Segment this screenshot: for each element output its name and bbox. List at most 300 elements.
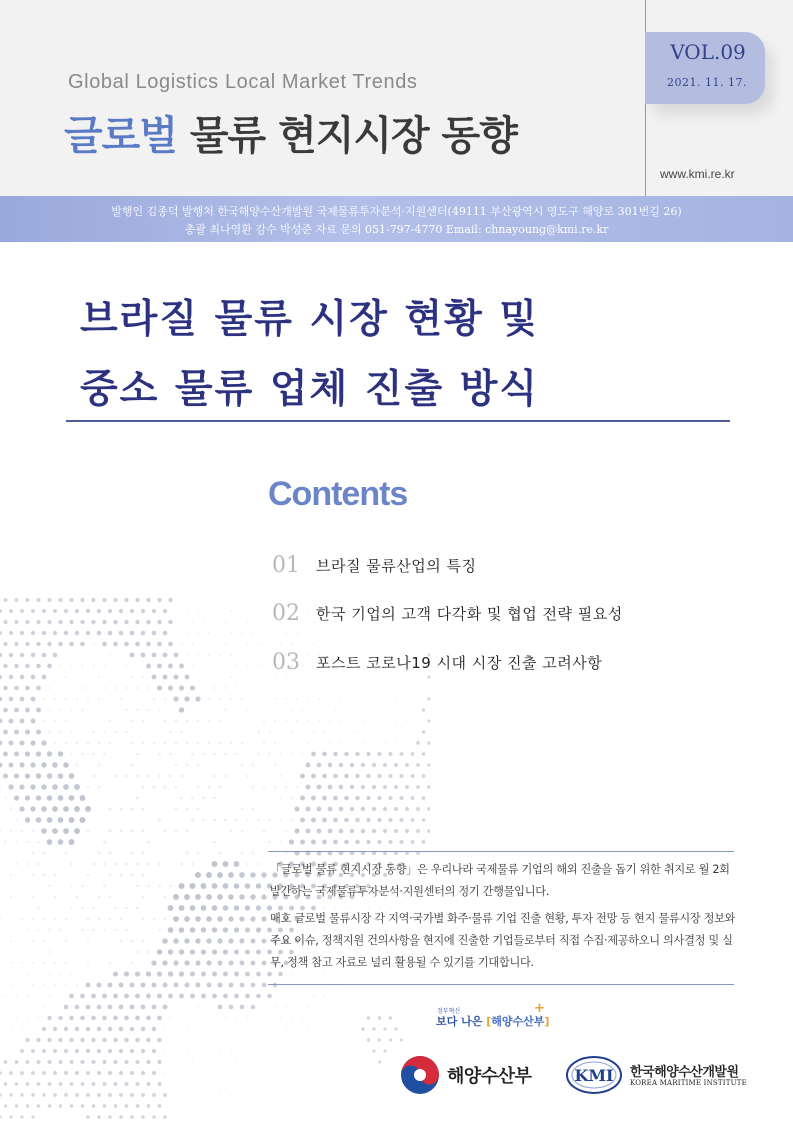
globe-dot [213, 775, 216, 778]
globe-dot [368, 687, 370, 689]
globe-dot [0, 1006, 1, 1008]
globe-dot [146, 620, 150, 624]
globe-dot [212, 861, 218, 867]
globe-dot [411, 840, 415, 844]
globe-dot [212, 905, 218, 911]
globe-dot [14, 620, 18, 624]
globe-dot [92, 863, 95, 866]
globe-dot [113, 642, 118, 647]
globe-dot [103, 731, 106, 734]
globe-dot [43, 984, 45, 986]
globe-dot [54, 698, 56, 700]
globe-dot [307, 698, 309, 700]
globe-dot [81, 885, 84, 888]
globe-dot [0, 1028, 1, 1030]
globe-dot [9, 653, 13, 657]
globe-dot [379, 709, 381, 711]
globe-dot [43, 1006, 45, 1008]
globe-dot [224, 709, 226, 711]
globe-dot [175, 786, 178, 789]
globe-dot [113, 971, 118, 976]
globe-dot [119, 1071, 123, 1075]
globe-dot [91, 1038, 95, 1042]
globe-dot [142, 808, 145, 811]
globe-dot [355, 752, 359, 756]
globe-dot [113, 1060, 117, 1064]
globe-dot [219, 786, 222, 789]
globe-dot [164, 742, 167, 745]
globe-dot [173, 696, 178, 701]
globe-dot [168, 927, 174, 933]
globe-dot [109, 918, 112, 921]
globe-dot [164, 1050, 166, 1052]
globe-dot [124, 1016, 129, 1021]
globe-dot [10, 962, 12, 964]
globe-dot [372, 807, 376, 811]
globe-dot [225, 599, 227, 601]
globe-dot [279, 753, 281, 755]
globe-dot [14, 795, 19, 800]
globe-dot [366, 840, 370, 844]
globe-dot [223, 994, 228, 999]
toc-item[interactable] [272, 553, 476, 583]
globe-dot [224, 1017, 226, 1019]
globe-dot [388, 774, 392, 778]
globe-dot [113, 1038, 117, 1042]
globe-dot [41, 828, 47, 834]
globe-dot [54, 1116, 56, 1118]
globe-dot [416, 785, 420, 789]
globe-dot [175, 1028, 177, 1030]
globe-dot [405, 807, 409, 811]
globe-dot [230, 698, 232, 700]
globe-dot [16, 1039, 18, 1041]
globe-dot [246, 643, 248, 645]
globe-dot [417, 1006, 418, 1007]
globe-dot [169, 731, 172, 734]
globe-dot [313, 1105, 314, 1106]
globe-dot [175, 830, 178, 833]
globe-dot [333, 796, 338, 801]
globe-dot [157, 971, 162, 976]
globe-dot [130, 631, 135, 636]
website-link[interactable]: www.kmi.re.kr [660, 167, 735, 181]
globe-dot [245, 949, 250, 954]
globe-dot [43, 874, 46, 877]
globe-dot [108, 1049, 112, 1053]
globe-dot [41, 740, 46, 745]
globe-dot [394, 829, 398, 833]
toc-item[interactable] [272, 601, 623, 631]
globe-dot [157, 685, 162, 690]
globe-dot [4, 841, 6, 843]
globe-dot [197, 610, 199, 612]
globe-dot [146, 664, 151, 669]
globe-dot [290, 819, 292, 821]
globe-dot [141, 1027, 146, 1032]
globe-dot [208, 698, 210, 700]
globe-dot [173, 938, 179, 944]
globe-dot [124, 620, 128, 624]
globe-dot [53, 1027, 57, 1031]
globe-dot [136, 753, 139, 756]
globe-dot [190, 883, 196, 889]
globe-dot [405, 829, 409, 833]
globe-dot [344, 796, 349, 801]
globe-dot [179, 949, 184, 954]
globe-dot [103, 753, 106, 756]
globe-dot [48, 709, 50, 711]
globe-dot [3, 686, 8, 691]
globe-dot [197, 654, 199, 656]
globe-dot [87, 918, 90, 921]
globe-dot [30, 784, 35, 789]
globe-dot [164, 1028, 166, 1030]
globe-dot [86, 609, 90, 613]
globe-dot [279, 775, 281, 777]
globe-dot [339, 807, 344, 812]
globe-dot [390, 709, 392, 711]
globe-dot [357, 643, 359, 645]
globe-dot [168, 598, 172, 602]
globe-dot [406, 720, 408, 722]
globe-dot [192, 1061, 194, 1063]
globe-dot [394, 807, 398, 811]
globe-dot [206, 872, 212, 878]
globe-dot [195, 872, 201, 878]
globe-dot [168, 971, 173, 976]
globe-dot [98, 676, 100, 678]
globe-dot [213, 687, 215, 689]
globe-dot [48, 995, 50, 997]
globe-dot [340, 1094, 341, 1095]
globe-dot [195, 938, 200, 943]
globe-dot [20, 697, 25, 702]
globe-dot [64, 1093, 68, 1097]
globe-dot [185, 983, 190, 988]
globe-dot [47, 642, 51, 646]
globe-dot [81, 665, 83, 667]
globe-dot [54, 720, 56, 722]
globe-dot [294, 828, 299, 833]
globe-dot [361, 829, 365, 833]
globe-dot [246, 863, 249, 866]
globe-dot [390, 731, 392, 733]
globe-dot [25, 620, 29, 624]
globe-dot [175, 808, 178, 811]
globe-dot [36, 817, 42, 823]
globe-dot [179, 664, 184, 669]
globe-dot [97, 631, 102, 636]
globe-dot [157, 620, 161, 624]
globe-dot [219, 742, 222, 745]
globe-dot [74, 806, 80, 812]
globe-dot [296, 698, 298, 700]
globe-dot [383, 785, 387, 789]
globe-dot [168, 642, 173, 647]
globe-dot [36, 642, 40, 646]
globe-dot [290, 797, 292, 799]
globe-dot [300, 795, 305, 800]
globe-dot [75, 1027, 79, 1031]
globe-dot [412, 709, 414, 711]
globe-dot [234, 972, 239, 977]
globe-dot [291, 1017, 293, 1019]
globe-dot [241, 1050, 243, 1052]
globe-dot [80, 817, 86, 823]
globe-dot [141, 1005, 146, 1010]
globe-dot [141, 1115, 145, 1119]
globe-dot [124, 642, 129, 647]
globe-dot [42, 631, 46, 635]
globe-dot [228, 894, 234, 900]
globe-dot [47, 773, 53, 779]
globe-dot [202, 753, 205, 756]
globe-dot [378, 1060, 381, 1063]
globe-dot [406, 632, 407, 633]
globe-dot [70, 907, 73, 910]
globe-dot [52, 784, 58, 790]
globe-dot [214, 1083, 216, 1085]
globe-dot [372, 785, 376, 789]
globe-dot [14, 686, 19, 691]
globe-dot [346, 1083, 347, 1084]
globe-dot [152, 1027, 157, 1032]
globe-dot [81, 709, 83, 711]
globe-dot [19, 784, 24, 789]
toc-item[interactable] [272, 650, 602, 680]
globe-dot [169, 753, 172, 756]
globe-dot [228, 960, 233, 965]
globe-dot [307, 1028, 309, 1030]
globe-dot [329, 720, 331, 722]
globe-dot [197, 1006, 199, 1008]
globe-dot [217, 916, 223, 922]
english-subtitle: Global Logistics Local Market Trends [68, 71, 418, 93]
globe-dot [339, 785, 344, 790]
globe-dot [141, 1093, 145, 1097]
globe-dot [97, 1093, 101, 1097]
globe-dot [427, 829, 430, 833]
globe-dot [328, 807, 333, 812]
globe-dot [20, 675, 25, 680]
globe-dot [158, 1104, 162, 1108]
globe-dot [59, 665, 61, 667]
globe-dot [180, 621, 182, 623]
globe-dot [92, 753, 95, 756]
globe-dot [362, 1006, 364, 1008]
globe-dot [124, 994, 129, 999]
globe-dot [43, 962, 45, 964]
globe-dot [197, 852, 200, 855]
globe-dot [280, 643, 282, 645]
globe-dot [367, 1038, 370, 1041]
globe-dot [3, 664, 7, 668]
globe-dot [109, 874, 112, 877]
globe-dot [195, 696, 200, 701]
globe-dot [246, 775, 249, 778]
globe-dot [142, 786, 145, 789]
globe-dot [251, 961, 256, 966]
globe-dot [235, 1017, 237, 1019]
globe-dot [294, 806, 299, 811]
contact-info-line: 총괄 최나영환 감수 박성준 자료 문의 051-797-4770 Email: chnayoung@kmi.re.kr [184, 223, 609, 236]
globe-dot [135, 1016, 140, 1021]
globe-dot [58, 598, 62, 602]
globe-dot [195, 960, 200, 965]
globe-dot [20, 1093, 24, 1097]
globe-dot [311, 752, 316, 757]
globe-dot [10, 1050, 12, 1052]
globe-dot [213, 753, 216, 756]
globe-dot [58, 620, 62, 624]
globe-dot [42, 1071, 46, 1075]
globe-dot [53, 609, 57, 613]
globe-dot [362, 720, 364, 722]
globe-dot [20, 1115, 23, 1118]
globe-dot [65, 984, 67, 986]
globe-dot [109, 962, 111, 964]
globe-dot [217, 894, 223, 900]
globe-dot [32, 896, 34, 898]
globe-dot [20, 631, 24, 635]
globe-dot [368, 995, 370, 997]
globe-dot [180, 643, 182, 645]
globe-dot [427, 741, 430, 745]
globe-dot [339, 763, 344, 768]
globe-dot [168, 994, 173, 999]
globe-dot [118, 982, 123, 987]
globe-dot [103, 1082, 107, 1086]
globe-dot [252, 786, 255, 789]
globe-dot [3, 642, 7, 646]
globe-dot [146, 642, 151, 647]
globe-dot [25, 751, 30, 756]
globe-dot [311, 818, 316, 823]
globe-dot [109, 830, 112, 833]
globe-dot [58, 795, 64, 801]
globe-dot [307, 720, 309, 722]
globe-dot [405, 763, 409, 767]
globe-dot [9, 609, 13, 613]
globe-dot [241, 742, 243, 744]
globe-dot [25, 1038, 29, 1042]
globe-dot [263, 1028, 265, 1030]
globe-dot [98, 896, 101, 899]
globe-dot [268, 753, 270, 755]
globe-dot [136, 687, 138, 689]
globe-dot [92, 929, 95, 932]
globe-dot [58, 839, 64, 845]
globe-dot [32, 962, 34, 964]
globe-dot [69, 795, 75, 801]
globe-dot [97, 1115, 101, 1119]
globe-dot [252, 852, 255, 855]
globe-dot [26, 1082, 30, 1086]
globe-dot [75, 1005, 80, 1010]
globe-dot [318, 1094, 320, 1096]
globe-dot [368, 1061, 370, 1063]
globe-dot [0, 1115, 2, 1118]
globe-dot [92, 731, 95, 734]
globe-dot [261, 916, 266, 921]
globe-dot [324, 995, 326, 997]
globe-dot [383, 763, 387, 767]
globe-dot [285, 1116, 287, 1118]
globe-dot [427, 697, 430, 700]
globe-dot [136, 863, 139, 866]
globe-dot [201, 971, 206, 976]
globe-dot [190, 905, 196, 911]
globe-dot [65, 962, 67, 964]
globe-dot [43, 1116, 45, 1118]
globe-dot [31, 631, 35, 635]
globe-dot [378, 1038, 381, 1041]
globe-dot [59, 1082, 63, 1086]
globe-dot [63, 806, 69, 812]
globe-dot [86, 1071, 90, 1075]
mof-slogan-part-a: 보다 나은 [436, 1015, 483, 1028]
globe-dot [247, 599, 249, 601]
globe-dot [102, 620, 106, 624]
globe-dot [328, 829, 333, 834]
globe-dot [0, 1071, 2, 1075]
globe-dot [124, 971, 129, 976]
globe-dot [202, 819, 205, 822]
globe-dot [241, 610, 243, 612]
globe-dot [163, 653, 168, 658]
globe-dot [109, 896, 112, 899]
globe-dot [81, 1082, 85, 1086]
globe-dot [285, 1006, 287, 1008]
globe-dot [394, 785, 398, 789]
globe-dot [47, 751, 52, 756]
globe-dot [250, 894, 255, 899]
globe-dot [422, 796, 426, 800]
globe-dot [48, 973, 50, 975]
globe-dot [245, 972, 250, 977]
globe-dot [179, 927, 185, 933]
globe-dot [175, 1094, 177, 1096]
globe-dot [109, 852, 112, 855]
globe-dot [53, 631, 57, 635]
globe-dot [400, 1038, 403, 1041]
contents-heading: Contents [268, 475, 408, 513]
globe-dot [70, 709, 72, 711]
globe-dot [0, 653, 2, 657]
globe-dot [108, 1071, 112, 1075]
globe-dot [164, 786, 167, 789]
globe-dot [19, 806, 24, 811]
globe-dot [400, 796, 404, 800]
globe-dot [361, 1027, 365, 1031]
globe-dot [158, 863, 161, 866]
globe-dot [317, 829, 322, 834]
globe-dot [256, 927, 261, 932]
globe-dot [32, 984, 34, 986]
globe-dot [291, 1039, 293, 1041]
globe-dot [355, 796, 359, 800]
globe-dot [152, 1071, 156, 1075]
globe-dot [411, 818, 415, 822]
globe-dot [113, 1016, 118, 1021]
globe-dot [65, 852, 68, 855]
globe-dot [247, 1105, 249, 1107]
globe-dot [208, 742, 211, 745]
globe-dot [65, 1116, 67, 1118]
globe-dot [256, 905, 261, 910]
globe-dot [53, 1071, 57, 1075]
